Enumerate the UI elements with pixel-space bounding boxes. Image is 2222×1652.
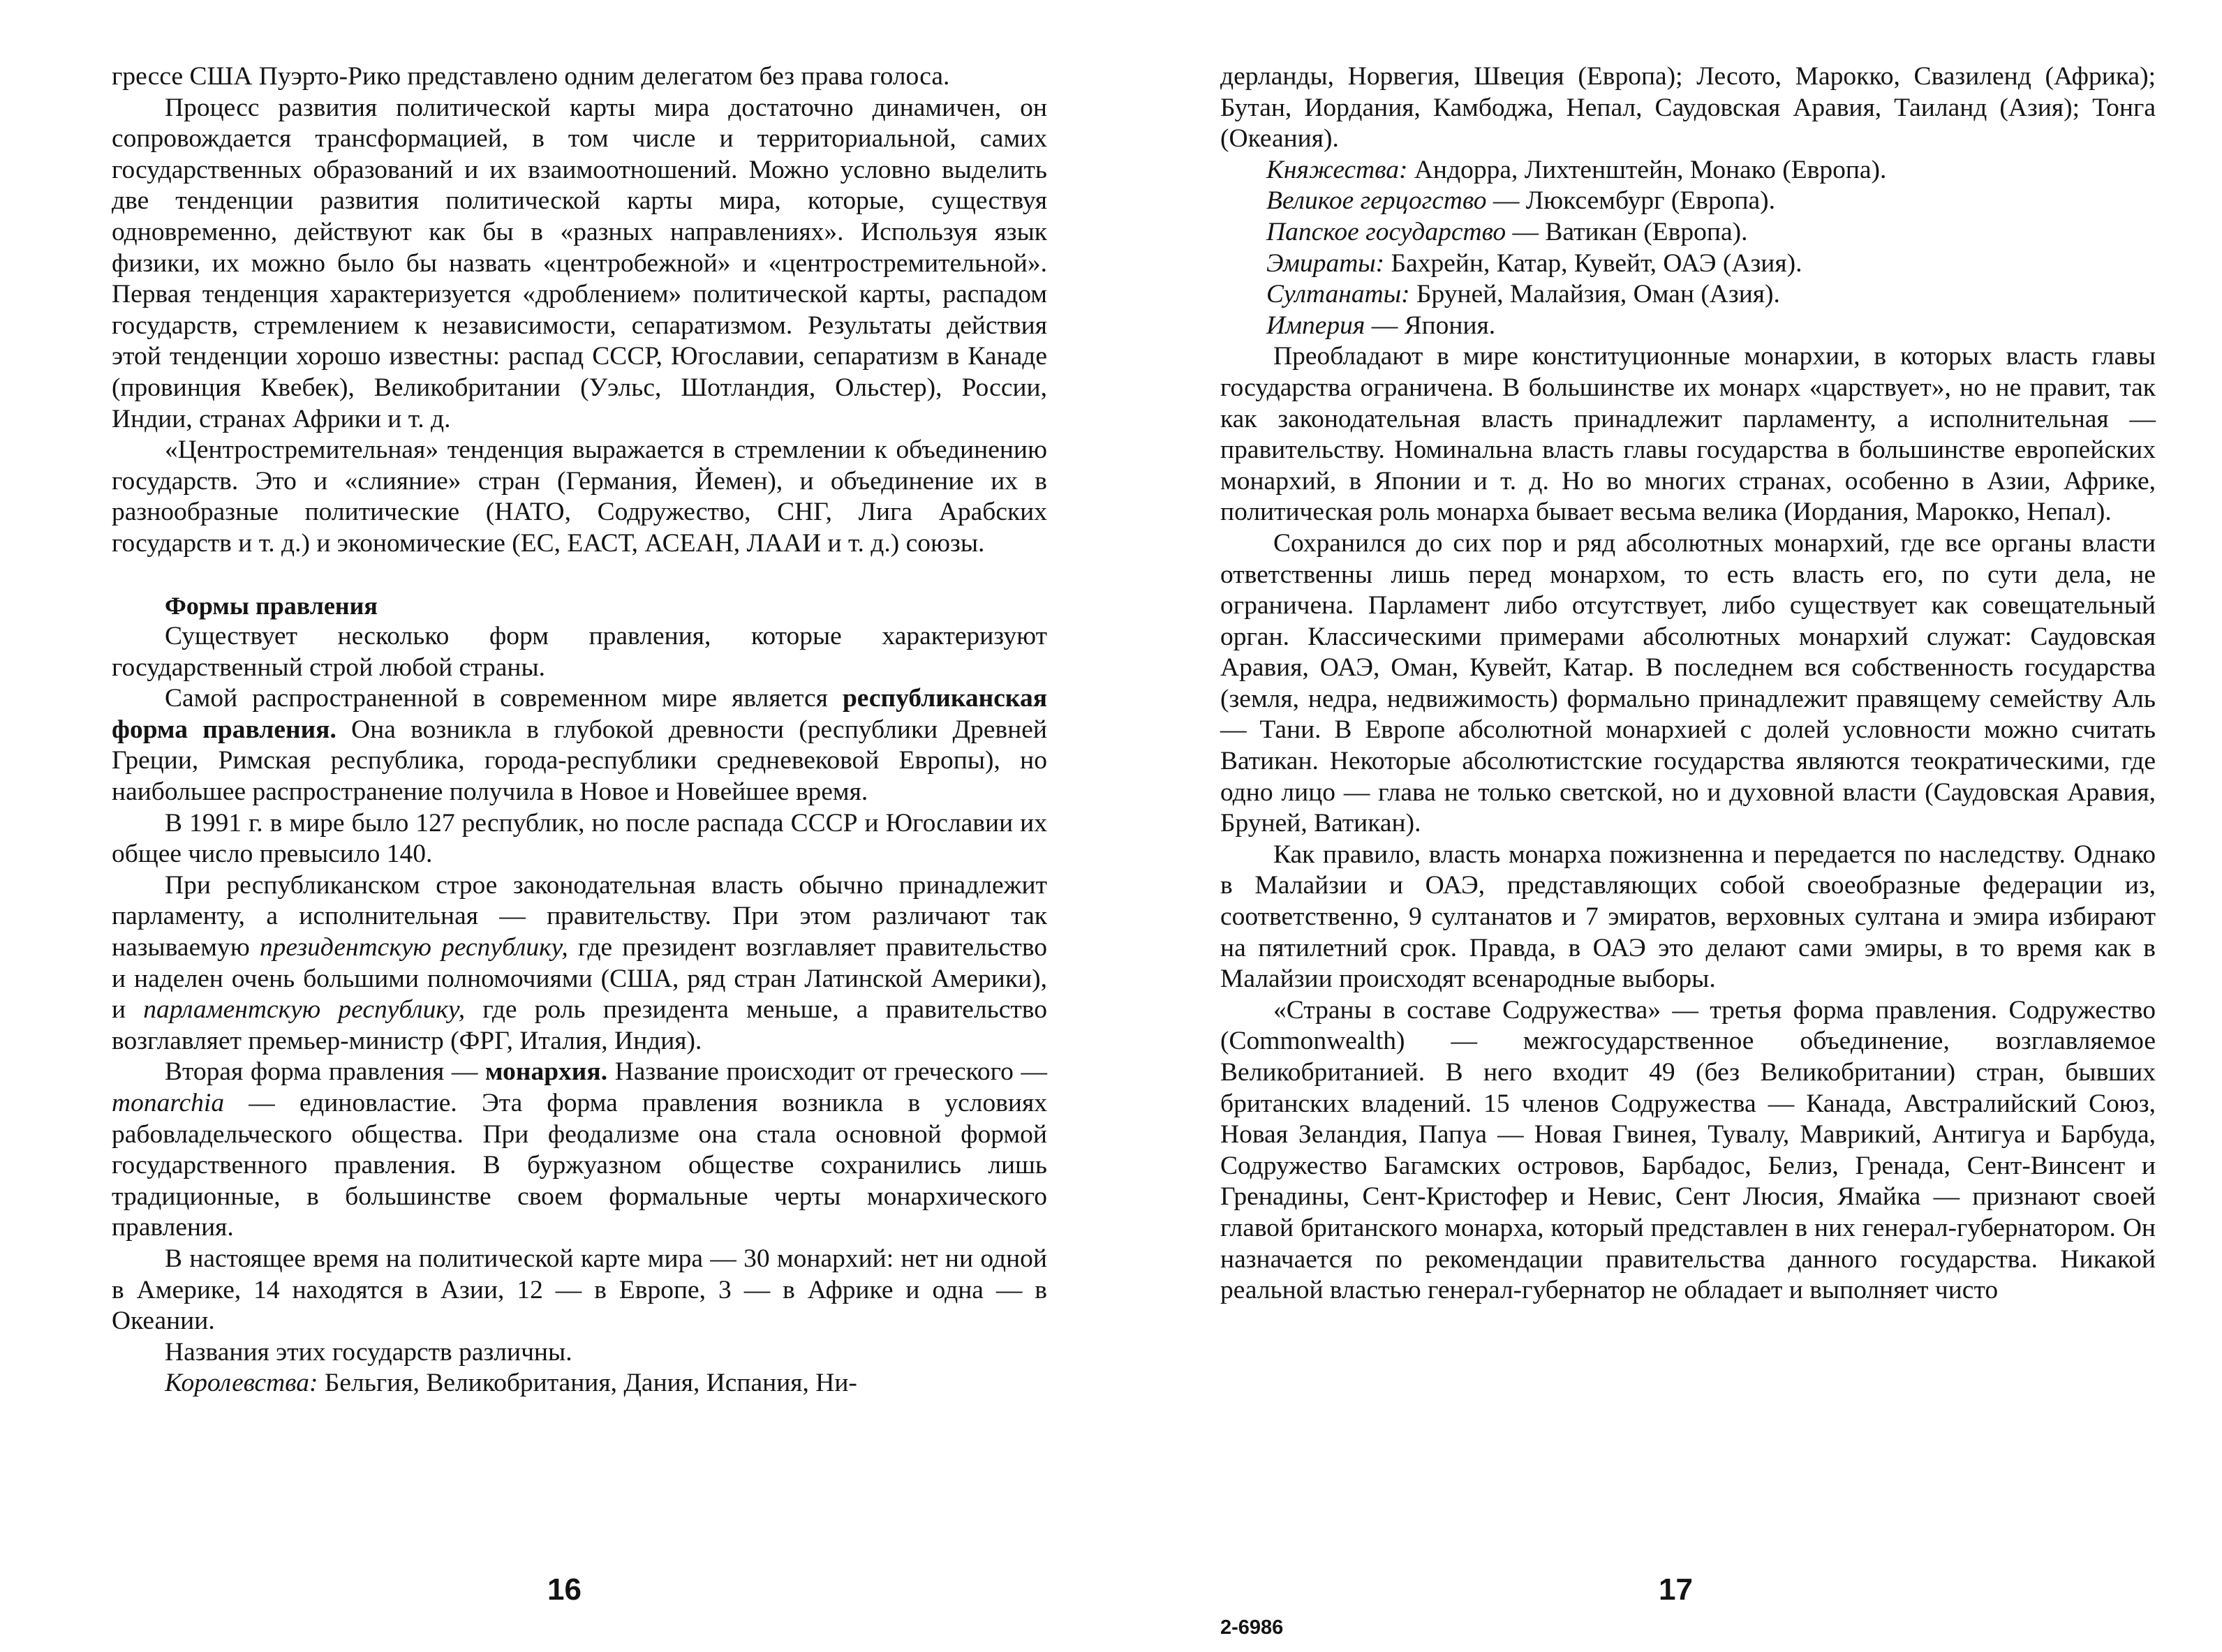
text-run: Бахрейн, Катар, Кувейт, ОАЭ (Азия). [1384, 248, 1802, 278]
paragraph: Процесс развития политической карты мира достаточно динамичен, он сопровождается трансформацией, в том числе и территориальной, самих государственных образований и их взаимоотношений. Можно условно выделить две тенденции развития политической карты мира, которые, существуя одновременно, действуют как бы в «разных направлениях». Используя язык физики, их можно было бы назвать «центробежной» и «центростремительной». Первая тенденция характеризуется «дроблением» политической карты, распадом государств, стремлением к независимости, сепаратизмом. Результаты действия этой тенденции хорошо известны: распад СССР, Югославии, сепаратизм в Канаде (провинция Квебек), Великобритании (Уэльс, Шотландия, Ольстер), России, Индии, странах Африки и т. д. [112, 93, 1047, 433]
category-line [1220, 155, 2156, 186]
text-run: где роль президента меньше, а правительство возглавляет премьер-министр (ФРГ, Италия, Индия). [112, 995, 1047, 1055]
paragraph: грессе США Пуэрто-Рико представлено одним делегатом без права голоса. [112, 62, 950, 91]
paragraph [112, 1368, 1047, 1399]
page-number: 16 [547, 1572, 582, 1607]
paragraph [112, 683, 1047, 808]
italic-term: monarchia [112, 1089, 225, 1117]
italic-term: президентскую республику, [259, 933, 568, 962]
text-run: При республиканском строе законодательная власть обычно принадлежит парламенту, а исполнительная — правительству. При этом различают так называемую [112, 870, 1047, 962]
category-line [1220, 186, 2156, 217]
text-run: — Япония. [1365, 311, 1496, 340]
category-line [1220, 248, 2156, 280]
bold-term: республиканская форма правления. [112, 684, 1047, 744]
text-run: где президент возглавляет правительство и наделен очень большими полномочиями (США, ряд стран Латинской Америки), и [112, 933, 1048, 1025]
paragraph: «Страны в составе Содружества» — третья форма правления. Содружество (Commonwealth) — межгосударственное объединение, возглавляемое Великобританией. В него входит 49 (без Великобритании) стран, бывших британских владений. 15 членов Содружества — Канада, Австралийский Союз, Новая Зеландия, Папуа — Новая Гвинея, Тувалу, Маврикий, Антигуа и Барбуда, Содружество Багамских островов, Барбадос, Белиз, Гренада, Сент-Винсент и Гренадины, Сент-Кристофер и Невис, Сент Люсия, Ямайка — признают своей главой британского монарха, который представлен в них генерал-губернатором. Он назначается по рекомендации правительства данного государства. Никакой реальной властью генерал-губернатор не обладает и выполняет чисто [1220, 995, 2156, 1305]
text-run: Андорра, Лихтенштейн, Монако (Европа). [1407, 155, 1887, 184]
category-label: Папское государство [1266, 217, 1506, 246]
paragraph [112, 1057, 1047, 1244]
text-run: — Люксембург (Европа). [1486, 186, 1776, 216]
paragraph: дерланды, Норвегия, Швеция (Европа); Лесото, Марокко, Свазиленд (Африка); Бутан, Иордания, Камбоджа, Непал, Саудовская Аравия, Таиланд (Азия); Тонга (Океания). [1220, 62, 2156, 154]
text-run: Вторая форма правления — [165, 1057, 486, 1087]
category-label: Империя [1266, 311, 1365, 340]
paragraph: «Центростремительная» тенденция выражается в стремлении к объединению государств. Это и «слияние» стран (Германия, Йемен), и объединение их в разнообразные политические (НАТО, Содружество, СНГ, Лига Арабских государств и т. д.) и экономические (ЕС, ЕАСТ, АСЕАН, ЛААИ и т. д.) союзы. [112, 436, 1047, 558]
paragraph: В 1991 г. в мире было 127 республик, но после распада СССР и Югославии их общее число превысило 140. [112, 808, 1047, 869]
text-run: Бельгия, Великобритания, Дания, Испания, Ни- [318, 1369, 857, 1398]
paragraph: Названия этих государств различны. [165, 1337, 572, 1367]
text-run: — Ватикан (Европа). [1506, 217, 1748, 246]
category-label: Королевства: [165, 1369, 318, 1398]
bold-term: монархия. [485, 1057, 608, 1087]
paragraph: В настоящее время на политической карте мира — 30 монархий: нет ни одной в Америке, 14 находятся в Азии, 12 — в Европе, 3 — в Африке и одна — в Океании. [112, 1244, 1047, 1336]
italic-term: парламентскую республику, [143, 995, 466, 1025]
category-line [1220, 311, 2156, 342]
text-run: Бруней, Малайзия, Оман (Азия). [1409, 280, 1780, 309]
category-label: Эмираты: [1266, 248, 1385, 278]
text-run: Название происходит от греческого — [607, 1057, 1047, 1087]
right-page [1220, 61, 2156, 1307]
text-run: Самой распространенной в современном мире является [165, 684, 843, 713]
signature-mark: 2-6986 [1220, 1616, 1284, 1639]
section-heading: Формы правления [165, 591, 378, 620]
category-line [1220, 217, 2156, 248]
paragraph [112, 870, 1047, 1057]
category-line [1220, 279, 2156, 311]
paragraph: Существует несколько форм правления, которые характеризуют государственный строй любой страны. [112, 622, 1047, 682]
category-label: Великое герцогство [1266, 186, 1487, 216]
page-number: 17 [1659, 1572, 1693, 1607]
category-label: Султанаты: [1266, 280, 1410, 309]
paragraph: Как правило, власть монарха пожизненна и передается по наследству. Однако в Малайзии и ОАЭ, представляющих собой своеобразные федерации из, соответственно, 9 султанатов и 7 эмиратов, верховных султана и эмира избирают на пятилетний срок. Правда, в ОАЭ это делают сами эмиры, в то время как в Малайзии происходят всенародные выборы. [1220, 840, 2156, 994]
paragraph: Преобладают в мире конституционные монархии, в которых власть главы государства ограничена. В большинстве их монарх «царствует», но не правит, так как законодательная власть принадлежит парламенту, а исполнительная — правительству. Номинальна власть главы государства в большинстве европейских монархий, в Японии и т. д. Но во многих странах, особенно в Азии, Африке, политическая роль монарха бывает весьма велика (Иордания, Марокко, Непал). [1220, 342, 2156, 527]
left-page [112, 61, 1047, 1399]
category-label: Княжества: [1266, 155, 1408, 184]
text-run: — единовластие. Эта форма правления возникла в условиях рабовладельческого общества. При феодализме она стала основной формой государственного правления. В буржуазном обществе сохранились лишь традиционные, в большинстве своем формальные черты монархического правления. [112, 1089, 1047, 1242]
paragraph: Сохранился до сих пор и ряд абсолютных монархий, где все органы власти ответственны лишь перед монархом, то есть власть его, по сути дела, не ограничена. Парламент либо отсутствует, либо существует как совещательный орган. Классическими примерами абсолютных монархий служат: Саудовская Аравия, ОАЭ, Оман, Кувейт, Катар. В последнем вся собственность государства (земля, недра, недвижимость) формально принадлежит правящему семейству Аль — Тани. В Европе абсолютной монархией с долей условности можно считать Ватикан. Некоторые абсолютистские государства являются теократическими, где одно лицо — глава не только светской, но и духовной власти (Саудовская Аравия, Бруней, Ватикан). [1220, 528, 2156, 838]
text-run: Она возникла в глубокой древности (республики Древней Греции, Римская республика, города-республики средневековой Европы), но наибольшее распространение получила в Новое и Новейшее время. [112, 715, 1047, 807]
